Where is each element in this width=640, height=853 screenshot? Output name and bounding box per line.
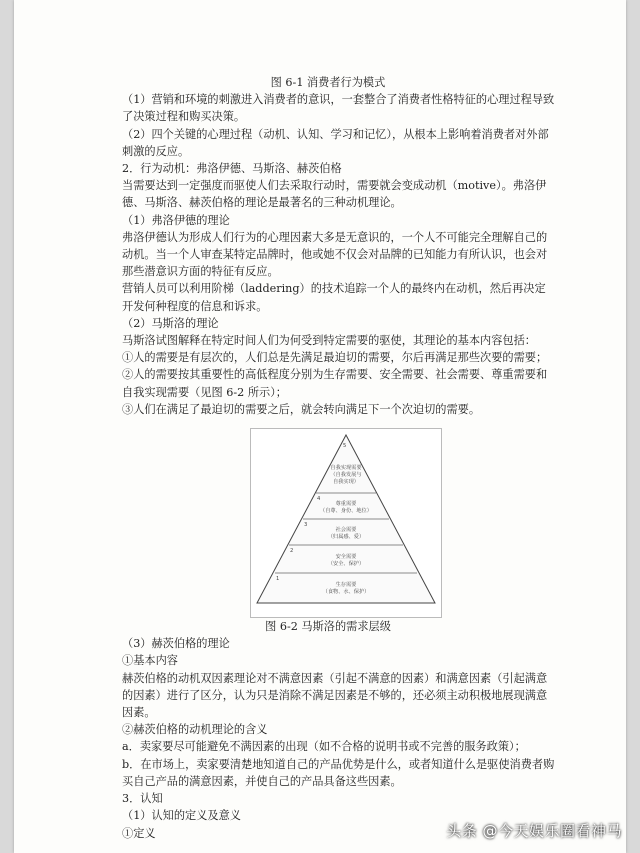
level-subtitle: （自尊、身份、地位） [320, 508, 372, 515]
list-item: ②人的需要按其重要性的高低程度分别为生存需要、安全需要、社会需要、尊重需要和自我实现需要（见图 6-2 所示）； [122, 368, 548, 399]
level-title: 社会需要 [335, 527, 357, 534]
document-content [100, 74, 556, 842]
level-subtitle: （自我发展与 [330, 472, 362, 479]
subsection-heading: （1）认知的定义及意义 [122, 809, 241, 823]
level-number: 2 [290, 548, 294, 555]
level-subtitle: （安全、保护） [327, 561, 365, 568]
paragraph: 当需要达到一定强度而驱使人们去采取行动时，需要就会变成动机（motive）。弗洛伊德、马斯洛、赫茨伯格的理论是最著名的三种动机理论。 [122, 179, 547, 210]
section-heading: 3．认知 [122, 792, 163, 806]
figure-caption: 图 6-2 马斯洛的需求层级 [265, 620, 391, 634]
list-item: ①定义 [122, 826, 156, 840]
list-item: b．在市场上，卖家要清楚地知道自己的产品优势是什么，或者知道什么是驱使消费者购买自己产品的满意因素，并使自己的产品具备这些因素。 [122, 757, 555, 788]
maslow-pyramid [251, 429, 441, 617]
level-title: 尊重需要 [335, 501, 357, 508]
list-item: a．卖家要尽可能避免不满因素的出现（如不合格的说明书或不完善的服务政策）； [122, 740, 526, 754]
level-subtitle: 自我实现） [333, 479, 359, 486]
subsection-heading: （1）弗洛伊德的理论 [122, 213, 230, 227]
level-subtitle: （食物、水、保护） [322, 589, 370, 596]
document-page [14, 0, 626, 853]
paragraph: 营销人员可以利用阶梯（laddering）的技术追踪一个人的最终内在动机，然后再决定开发何种程度的信息和诉求。 [122, 282, 546, 313]
paragraph: 马斯洛试图解释在特定时间人们为何受到特定需要的驱使，其理论的基本内容包括： [122, 334, 536, 348]
level-number: 3 [304, 522, 308, 529]
section-heading: 2．行为动机：弗洛伊德、马斯洛、赫茨伯格 [122, 162, 342, 176]
level-title: 安全需要 [335, 554, 357, 561]
figure-6-2 [100, 428, 556, 616]
paragraph: 赫茨伯格的动机双因素理论对不满意因素（引起不满意的因素）和满意因素（引起满意的因素）进行了区分，认为只是消除不满足因素是不够的，还必须主动积极地展现满意因素。 [122, 671, 548, 720]
subsection-heading: （3）赫茨伯格的理论 [122, 637, 230, 651]
figure-6-1-title: 图 6-1 消费者行为模式 [270, 76, 386, 89]
level-title: 自我实现需要 [330, 465, 362, 472]
level-number: 1 [276, 576, 280, 583]
watermark: 头条 @今天娱乐圈看神马 [446, 822, 622, 840]
subsection-heading: （2）马斯洛的理论 [122, 316, 219, 330]
list-item: ①人的需要是有层次的，人们总是先满足最迫切的需要，尔后再满足那些次要的需要； [122, 351, 548, 365]
level-number: 4 [317, 496, 321, 503]
paragraph: 弗洛伊德认为形成人们行为的心理因素大多是无意识的，一个人不可能完全理解自己的动机。当一个人审查某特定品牌时，他或她不仅会对品牌的已知能力有所认识，也会对那些潜意识方面的特征有反应。 [122, 230, 548, 279]
level-subtitle: （归属感、爱） [327, 534, 365, 541]
list-item: ①基本内容 [122, 654, 178, 668]
figure-frame [250, 428, 442, 618]
list-item: ③人们在满足了最迫切的需要之后，就会转向满足下一个次迫切的需要。 [122, 402, 481, 416]
level-number: 5 [343, 443, 347, 450]
paragraph: （1）营销和环境的刺激进入消费者的意识，一套整合了消费者性格特征的心理过程导致了决策过程和购买决策。 [122, 93, 555, 124]
paragraph: （2）四个关键的心理过程（动机、认知、学习和记忆），从根本上影响着消费者对外部刺激的反应。 [122, 127, 549, 158]
list-item: ②赫茨伯格的动机理论的含义 [122, 723, 268, 737]
level-title: 生存需要 [335, 582, 357, 589]
